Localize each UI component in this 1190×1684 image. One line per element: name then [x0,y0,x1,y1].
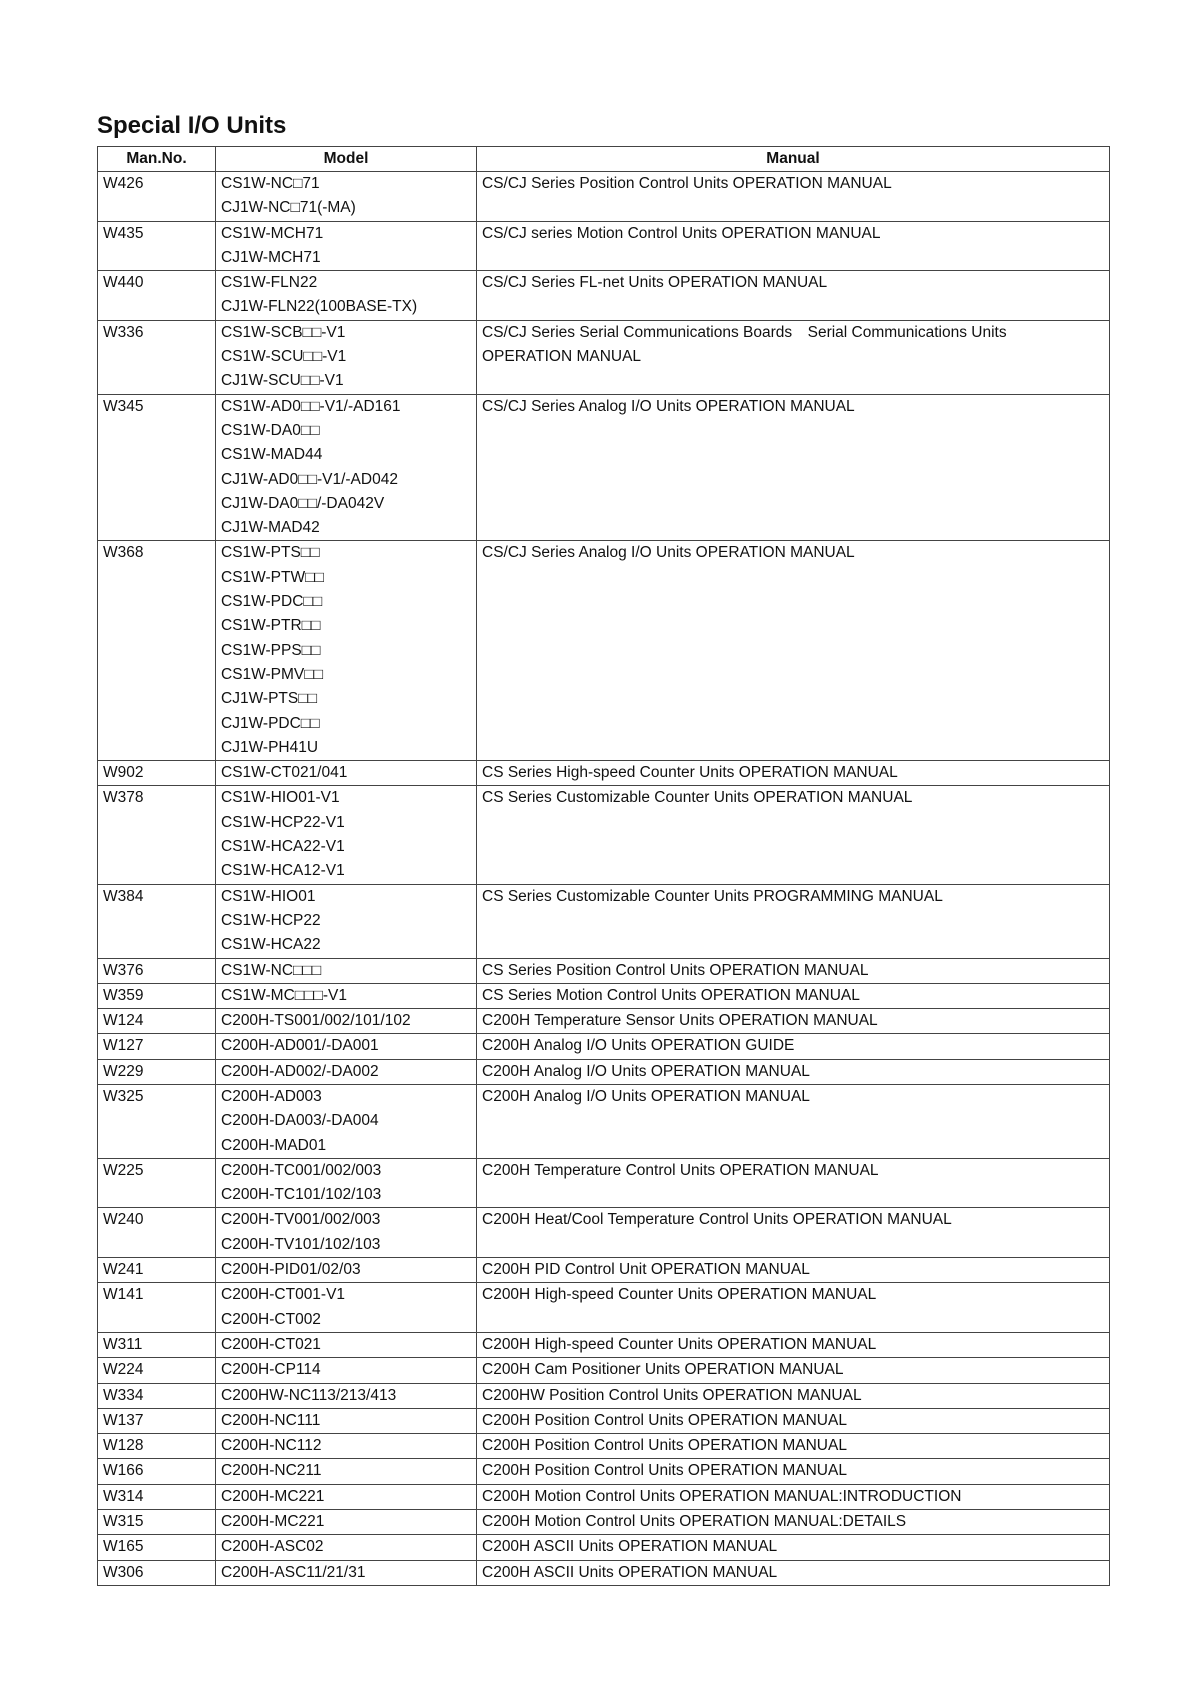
manual-line: C200H Analog I/O Units OPERATION GUIDE [482,1037,795,1055]
model-line: CS1W-NC□□□ [221,961,322,979]
table-row [98,1408,1110,1433]
model-cell [216,1034,477,1059]
model-line: C200H-CT002 [221,1310,321,1328]
model-line: CS1W-MCH71 [221,224,324,242]
model-line: CS1W-AD0□□-V1/-AD161 [221,397,401,415]
model-line: CS1W-PMV□□ [221,665,323,683]
man-no-cell: W440 [98,271,216,321]
model-line: CJ1W-PH41U [221,738,319,756]
manual-cell [477,1158,1110,1208]
model-line: CS1W-DA0□□ [221,421,320,439]
manual-cell [477,1560,1110,1585]
table-row [98,1009,1110,1034]
manual-line: C200H Position Control Units OPERATION MANUAL [482,1437,847,1455]
man-no-cell: W166 [98,1459,216,1484]
model-line: C200H-CT021 [221,1335,321,1353]
model-line: CS1W-HIO01-V1 [221,789,340,807]
table-row [98,1484,1110,1509]
manual-line: C200H Heat/Cool Temperature Control Units OPERATION MANUAL [482,1211,952,1229]
man-no-cell: W315 [98,1510,216,1535]
manual-cell [477,271,1110,321]
table-row [98,1560,1110,1585]
model-cell [216,983,477,1008]
model-line: C200H-TV101/102/103 [221,1235,381,1253]
model-cell [216,1358,477,1383]
model-line: C200H-NC211 [221,1462,322,1480]
table-row [98,394,1110,541]
manuals-table [97,146,1110,1586]
model-line: CJ1W-PDC□□ [221,714,320,732]
model-line: CS1W-SCB□□-V1 [221,323,346,341]
man-no-cell: W902 [98,761,216,786]
model-cell [216,786,477,884]
model-cell [216,271,477,321]
model-cell [216,541,477,761]
manual-line: C200H ASCII Units OPERATION MANUAL [482,1563,778,1581]
table-row [98,1332,1110,1357]
document-page [97,110,1109,1586]
model-cell [216,1009,477,1034]
manual-line: C200H PID Control Unit OPERATION MANUAL [482,1261,810,1279]
man-no-cell: W435 [98,221,216,271]
model-line: C200H-TC101/102/103 [221,1186,382,1204]
model-line: CS1W-FLN22 [221,274,318,292]
manual-line: CS Series Motion Control Units OPERATION MANUAL [482,986,860,1004]
model-line: CJ1W-NC□71(-MA) [221,199,356,217]
column-header-model: Model [216,147,477,172]
manual-line: C200H ASCII Units OPERATION MANUAL [482,1538,778,1556]
model-line: C200H-CP114 [221,1361,321,1379]
table-row [98,1158,1110,1208]
model-cell [216,1408,477,1433]
table-row [98,786,1110,884]
table-row [98,1434,1110,1459]
model-line: CS1W-PTS□□ [221,544,320,562]
model-cell [216,1459,477,1484]
table-row [98,1459,1110,1484]
model-line: CS1W-HCA22-V1 [221,838,345,856]
model-cell [216,1283,477,1333]
model-cell [216,884,477,958]
manual-cell [477,541,1110,761]
manual-cell [477,1283,1110,1333]
manual-line: CS Series High-speed Counter Units OPERATION MANUAL [482,764,898,782]
model-line: CS1W-HCP22 [221,911,321,929]
man-no-cell: W325 [98,1084,216,1158]
model-line: C200H-TV001/002/003 [221,1211,381,1229]
model-line: C200H-AD003 [221,1087,322,1105]
model-line: C200H-NC112 [221,1437,322,1455]
manual-line: C200H Cam Positioner Units OPERATION MANUAL [482,1361,844,1379]
model-cell [216,1484,477,1509]
model-cell [216,1535,477,1560]
man-no-cell: W378 [98,786,216,884]
table-row [98,1059,1110,1084]
man-no-cell: W376 [98,958,216,983]
man-no-cell: W306 [98,1560,216,1585]
table-row [98,1034,1110,1059]
manual-cell [477,1434,1110,1459]
table-row [98,1510,1110,1535]
manual-line: C200H Temperature Sensor Units OPERATION MANUAL [482,1012,878,1030]
model-line: CS1W-NC□71 [221,175,320,192]
table-row [98,958,1110,983]
manual-cell [477,884,1110,958]
table-header [98,147,1110,172]
manual-cell [477,1208,1110,1258]
man-no-cell: W311 [98,1332,216,1357]
model-line: CS1W-MAD44 [221,446,323,464]
model-line: C200H-NC111 [221,1411,321,1429]
model-line: CS1W-PTW□□ [221,568,324,586]
manual-cell [477,958,1110,983]
model-line: C200H-AD001/-DA001 [221,1037,379,1055]
table-row [98,1535,1110,1560]
manual-cell [477,320,1110,394]
man-no-cell: W314 [98,1484,216,1509]
table-row [98,221,1110,271]
model-cell [216,1084,477,1158]
table-row [98,320,1110,394]
manual-line: CS/CJ Series Position Control Units OPERATION MANUAL [482,175,892,192]
man-no-cell: W345 [98,394,216,541]
man-no-cell: W165 [98,1535,216,1560]
manual-cell [477,1332,1110,1357]
table-row [98,1084,1110,1158]
table-row [98,884,1110,958]
column-header-man-no: Man.No. [98,147,216,172]
manual-cell [477,1535,1110,1560]
table-row [98,1358,1110,1383]
manual-line: CS/CJ Series FL-net Units OPERATION MANUAL [482,274,828,292]
manual-line: C200H Temperature Control Units OPERATION MANUAL [482,1161,879,1179]
man-no-cell: W137 [98,1408,216,1433]
model-cell [216,1560,477,1585]
model-line: CS1W-SCU□□-V1 [221,348,347,366]
model-line: C200H-ASC02 [221,1538,324,1556]
model-line: CS1W-CT021/041 [221,764,348,782]
model-line: C200H-MC221 [221,1487,325,1505]
man-no-cell: W368 [98,541,216,761]
model-cell [216,1059,477,1084]
column-header-manual: Manual [477,147,1110,172]
manual-line: C200H Motion Control Units OPERATION MANUAL:INTRODUCTION [482,1487,962,1505]
manual-line: CS/CJ Series Serial Communications Boards Serial Communications Units [482,323,1007,341]
man-no-cell: W240 [98,1208,216,1258]
model-line: CS1W-HCA12-V1 [221,862,345,880]
model-cell [216,1383,477,1408]
manual-cell [477,1459,1110,1484]
model-cell [216,1208,477,1258]
model-cell [216,1510,477,1535]
model-line: CS1W-PTR□□ [221,617,321,635]
model-cell [216,320,477,394]
table-row [98,761,1110,786]
model-line: C200H-MC221 [221,1513,325,1531]
model-line: CJ1W-FLN22(100BASE-TX) [221,298,418,316]
man-no-cell: W225 [98,1158,216,1208]
page-title: Special I/O Units [97,112,287,139]
model-line: C200H-ASC11/21/31 [221,1563,366,1581]
man-no-cell: W336 [98,320,216,394]
model-line: C200H-DA003/-DA004 [221,1112,379,1130]
manual-cell [477,221,1110,271]
manual-line: C200H High-speed Counter Units OPERATION MANUAL [482,1335,877,1353]
manual-cell [477,1383,1110,1408]
man-no-cell: W128 [98,1434,216,1459]
manual-line: C200H High-speed Counter Units OPERATION MANUAL [482,1286,877,1304]
manual-line: CS/CJ series Motion Control Units OPERATION MANUAL [482,224,881,242]
model-cell [216,1434,477,1459]
model-line: C200H-PID01/02/03 [221,1261,361,1279]
man-no-cell: W124 [98,1009,216,1034]
model-cell [216,394,477,541]
table-row [98,983,1110,1008]
model-line: C200HW-NC113/213/413 [221,1386,397,1404]
manual-line: C200H Analog I/O Units OPERATION MANUAL [482,1062,810,1080]
model-cell [216,958,477,983]
manual-cell [477,394,1110,541]
manual-line: C200H Position Control Units OPERATION MANUAL [482,1462,847,1480]
model-line: C200H-MAD01 [221,1136,327,1154]
model-cell [216,221,477,271]
model-cell [216,172,477,222]
table-row [98,541,1110,761]
man-no-cell: W241 [98,1258,216,1283]
model-line: CJ1W-PTS□□ [221,690,317,708]
model-line: CJ1W-SCU□□-V1 [221,372,344,390]
manual-line: OPERATION MANUAL [482,348,642,366]
table-row [98,1208,1110,1258]
model-line: CJ1W-MCH71 [221,248,321,266]
manual-cell [477,1408,1110,1433]
model-line: CS1W-MC□□□-V1 [221,986,347,1004]
model-cell [216,761,477,786]
man-no-cell: W426 [98,172,216,222]
table-row [98,1258,1110,1283]
model-cell [216,1158,477,1208]
model-cell [216,1332,477,1357]
model-line: CS1W-PDC□□ [221,593,323,611]
man-no-cell: W359 [98,983,216,1008]
table-row [98,1383,1110,1408]
manual-cell [477,786,1110,884]
manual-cell [477,1009,1110,1034]
model-cell [216,1258,477,1283]
manual-cell [477,1084,1110,1158]
man-no-cell: W224 [98,1358,216,1383]
header-row [98,147,1110,172]
table-row [98,172,1110,222]
manual-cell [477,983,1110,1008]
manual-line: C200HW Position Control Units OPERATION MANUAL [482,1386,862,1404]
model-line: CS1W-PPS□□ [221,641,321,659]
model-line: CS1W-HIO01 [221,887,316,905]
manual-line: CS/CJ Series Analog I/O Units OPERATION MANUAL [482,544,855,562]
table-body [98,172,1110,1586]
manual-cell [477,1358,1110,1383]
model-line: CS1W-HCP22-V1 [221,813,345,831]
manual-cell [477,1510,1110,1535]
manual-cell [477,1059,1110,1084]
manual-line: CS Series Position Control Units OPERATION MANUAL [482,961,869,979]
man-no-cell: W384 [98,884,216,958]
model-line: CJ1W-AD0□□-V1/-AD042 [221,470,398,488]
table-row [98,1283,1110,1333]
model-line: CJ1W-DA0□□/-DA042V [221,494,385,512]
man-no-cell: W334 [98,1383,216,1408]
manual-cell [477,1484,1110,1509]
table-row [98,271,1110,321]
model-line: C200H-TC001/002/003 [221,1161,382,1179]
manual-line: C200H Position Control Units OPERATION MANUAL [482,1411,847,1429]
manual-line: C200H Motion Control Units OPERATION MANUAL:DETAILS [482,1513,907,1531]
model-line: CS1W-HCA22 [221,936,321,954]
manual-line: CS Series Customizable Counter Units OPERATION MANUAL [482,789,913,807]
manual-line: CS Series Customizable Counter Units PROGRAMMING MANUAL [482,887,943,905]
manual-line: C200H Analog I/O Units OPERATION MANUAL [482,1087,810,1105]
manual-cell [477,1258,1110,1283]
manual-cell [477,172,1110,222]
man-no-cell: W141 [98,1283,216,1333]
model-line: CJ1W-MAD42 [221,519,320,537]
man-no-cell: W127 [98,1034,216,1059]
manual-cell [477,761,1110,786]
model-line: C200H-AD002/-DA002 [221,1062,379,1080]
man-no-cell: W229 [98,1059,216,1084]
model-line: C200H-TS001/002/101/102 [221,1012,411,1030]
manual-cell [477,1034,1110,1059]
manual-line: CS/CJ Series Analog I/O Units OPERATION MANUAL [482,397,855,415]
model-line: C200H-CT001-V1 [221,1286,346,1304]
